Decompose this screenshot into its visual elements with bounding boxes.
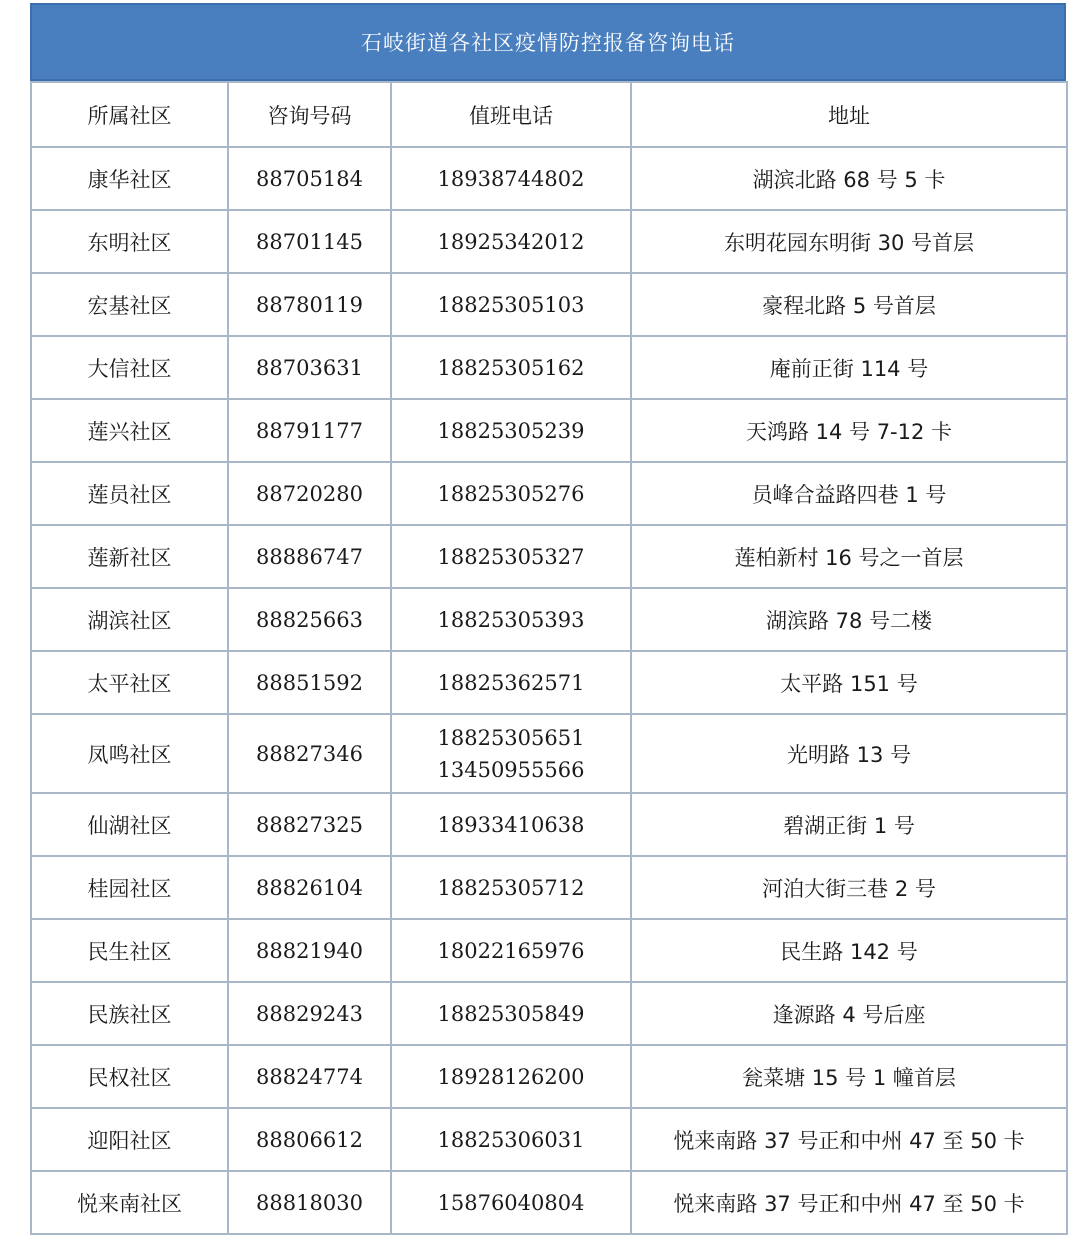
cell-community: 迎阳社区 [31, 1108, 228, 1171]
duty-phone-number: 18933410638 [437, 812, 585, 837]
cell-community: 东明社区 [31, 210, 228, 273]
cell-duty-phone [391, 147, 631, 210]
cell-community: 民权社区 [31, 1045, 228, 1108]
cell-address: 湖滨路 78 号二楼 [631, 588, 1067, 651]
cell-community: 大信社区 [31, 336, 228, 399]
cell-address: 豪程北路 5 号首层 [631, 273, 1067, 336]
cell-address: 湖滨北路 68 号 5 卡 [631, 147, 1067, 210]
table-row [31, 1108, 1067, 1171]
cell-consult-number: 88827325 [228, 793, 391, 856]
duty-phone-number: 18938744802 [437, 166, 585, 191]
cell-consult-number: 88825663 [228, 588, 391, 651]
duty-phone-number: 18928126200 [437, 1064, 585, 1089]
cell-consult-number: 88818030 [228, 1171, 391, 1234]
duty-phone-number: 13450955566 [437, 757, 585, 782]
cell-duty-phone [391, 714, 631, 793]
cell-address: 逢源路 4 号后座 [631, 982, 1067, 1045]
cell-address: 天鸿路 14 号 7-12 卡 [631, 399, 1067, 462]
cell-consult-number: 88829243 [228, 982, 391, 1045]
cell-community: 湖滨社区 [31, 588, 228, 651]
duty-phone-number: 18925342012 [437, 229, 585, 254]
cell-community: 桂园社区 [31, 856, 228, 919]
table-body [31, 147, 1067, 1234]
duty-phone-number: 18825305393 [437, 607, 585, 632]
cell-duty-phone [391, 919, 631, 982]
cell-consult-number: 88886747 [228, 525, 391, 588]
header-consult-number: 咨询号码 [228, 82, 391, 147]
header-duty-phone: 值班电话 [391, 82, 631, 147]
contact-table-frame [30, 3, 1066, 1235]
header-community: 所属社区 [31, 82, 228, 147]
cell-duty-phone [391, 1045, 631, 1108]
table-row [31, 525, 1067, 588]
cell-duty-phone [391, 210, 631, 273]
table-row [31, 714, 1067, 793]
header-row [31, 82, 1067, 147]
cell-duty-phone [391, 1171, 631, 1234]
cell-community: 莲兴社区 [31, 399, 228, 462]
cell-duty-phone [391, 273, 631, 336]
cell-consult-number: 88780119 [228, 273, 391, 336]
duty-phone-number: 18825305239 [437, 418, 585, 443]
cell-consult-number: 88851592 [228, 651, 391, 714]
table-row [31, 210, 1067, 273]
cell-address: 河泊大街三巷 2 号 [631, 856, 1067, 919]
cell-duty-phone [391, 525, 631, 588]
cell-address: 员峰合益路四巷 1 号 [631, 462, 1067, 525]
cell-community: 民族社区 [31, 982, 228, 1045]
duty-phone-number: 18825305103 [437, 292, 585, 317]
contact-table [30, 81, 1068, 1235]
duty-phone-number: 18825305712 [437, 875, 585, 900]
table-title: 石岐街道各社区疫情防控报备咨询电话 [30, 3, 1066, 81]
table-row [31, 856, 1067, 919]
header-address: 地址 [631, 82, 1067, 147]
duty-phone-number: 18825305162 [437, 355, 585, 380]
duty-phone-number: 18825305849 [437, 1001, 585, 1026]
duty-phone-number: 18825305651 [437, 725, 585, 750]
cell-address: 民生路 142 号 [631, 919, 1067, 982]
duty-phone-number: 18825362571 [437, 670, 585, 695]
cell-address: 瓮菜塘 15 号 1 幢首层 [631, 1045, 1067, 1108]
cell-address: 庵前正街 114 号 [631, 336, 1067, 399]
cell-address: 太平路 151 号 [631, 651, 1067, 714]
table-row [31, 399, 1067, 462]
duty-phone-number: 18022165976 [437, 938, 585, 963]
cell-consult-number: 88824774 [228, 1045, 391, 1108]
table-row [31, 1171, 1067, 1234]
table-row [31, 919, 1067, 982]
cell-consult-number: 88826104 [228, 856, 391, 919]
cell-consult-number: 88703631 [228, 336, 391, 399]
cell-duty-phone [391, 588, 631, 651]
cell-duty-phone [391, 982, 631, 1045]
table-row [31, 793, 1067, 856]
table-row [31, 588, 1067, 651]
table-row [31, 273, 1067, 336]
cell-community: 宏基社区 [31, 273, 228, 336]
cell-address: 莲柏新村 16 号之一首层 [631, 525, 1067, 588]
table-row [31, 982, 1067, 1045]
cell-community: 民生社区 [31, 919, 228, 982]
cell-community: 凤鸣社区 [31, 714, 228, 793]
table-row [31, 462, 1067, 525]
cell-duty-phone [391, 1108, 631, 1171]
duty-phone-number: 15876040804 [437, 1190, 585, 1215]
cell-address: 悦来南路 37 号正和中州 47 至 50 卡 [631, 1171, 1067, 1234]
table-row [31, 1045, 1067, 1108]
cell-consult-number: 88720280 [228, 462, 391, 525]
cell-consult-number: 88791177 [228, 399, 391, 462]
cell-community: 悦来南社区 [31, 1171, 228, 1234]
cell-duty-phone [391, 462, 631, 525]
table-row [31, 651, 1067, 714]
cell-duty-phone [391, 793, 631, 856]
cell-community: 康华社区 [31, 147, 228, 210]
cell-consult-number: 88806612 [228, 1108, 391, 1171]
duty-phone-number: 18825305276 [437, 481, 585, 506]
cell-duty-phone [391, 399, 631, 462]
cell-community: 仙湖社区 [31, 793, 228, 856]
cell-community: 太平社区 [31, 651, 228, 714]
cell-consult-number: 88705184 [228, 147, 391, 210]
cell-consult-number: 88821940 [228, 919, 391, 982]
cell-address: 光明路 13 号 [631, 714, 1067, 793]
cell-address: 碧湖正街 1 号 [631, 793, 1067, 856]
cell-duty-phone [391, 856, 631, 919]
cell-address: 东明花园东明街 30 号首层 [631, 210, 1067, 273]
cell-duty-phone [391, 651, 631, 714]
cell-duty-phone [391, 336, 631, 399]
cell-community: 莲员社区 [31, 462, 228, 525]
cell-community: 莲新社区 [31, 525, 228, 588]
table-row [31, 336, 1067, 399]
cell-consult-number: 88827346 [228, 714, 391, 793]
duty-phone-number: 18825306031 [437, 1127, 585, 1152]
cell-consult-number: 88701145 [228, 210, 391, 273]
table-row [31, 147, 1067, 210]
cell-address: 悦来南路 37 号正和中州 47 至 50 卡 [631, 1108, 1067, 1171]
duty-phone-number: 18825305327 [437, 544, 585, 569]
